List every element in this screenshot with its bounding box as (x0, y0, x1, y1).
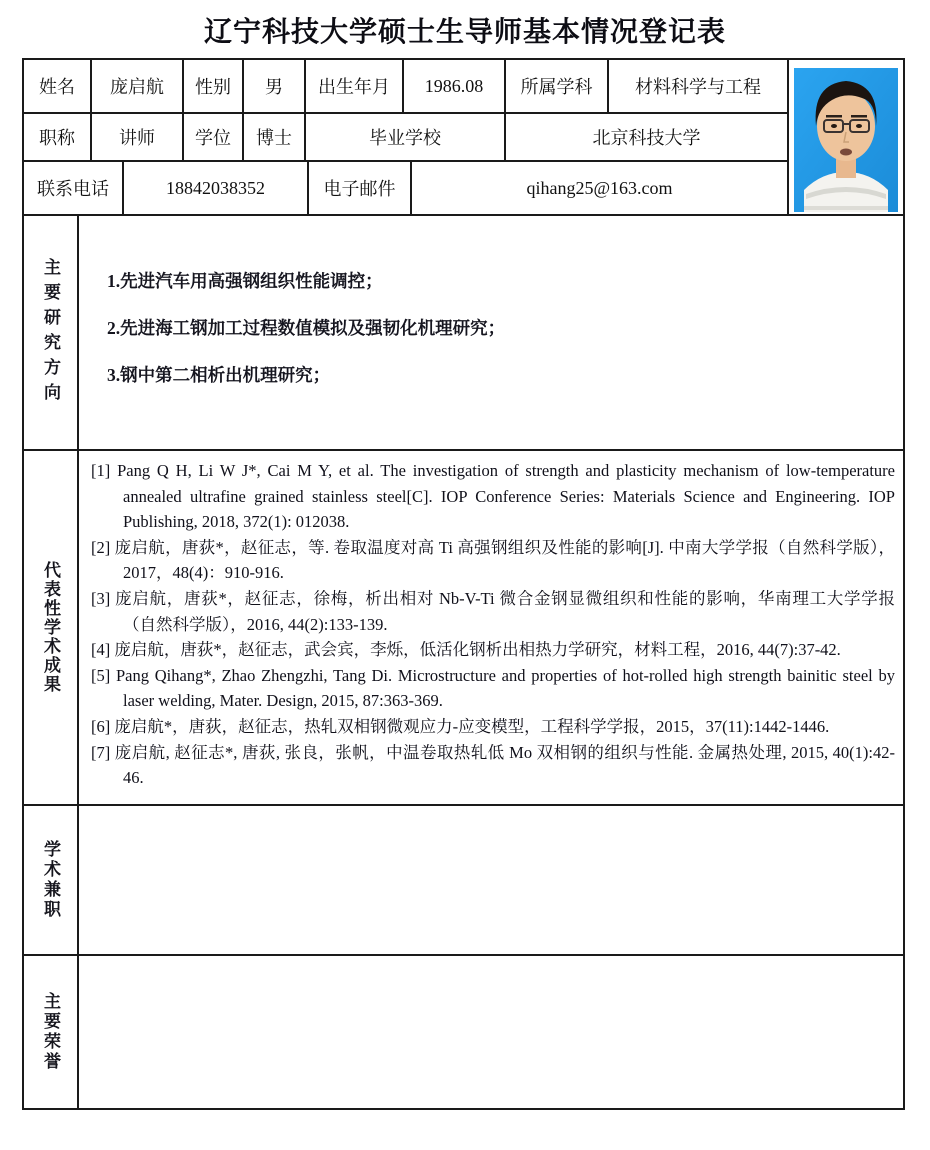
page-title: 辽宁科技大学硕士生导师基本情况登记表 (203, 16, 726, 47)
publication-item: [7] 庞启航, 赵征志*, 唐荻, 张良，张帆，中温卷取热轧低 Mo 双相钢的组织与性能. 金属热处理, 2015, 40(1):42-46. (91, 742, 895, 788)
name-value: 庞启航 (90, 60, 182, 112)
publication-item: [3] 庞启航，唐荻*，赵征志，徐梅，析出相对 Nb-V-Ti 微合金钢显微组织和性能的影响，华南理工大学学报（自然科学版），2016, 44(2):133-139. (91, 588, 895, 634)
research-directions-label-cell (24, 216, 79, 449)
research-item: 3.钢中第二相析出机理研究； (107, 365, 331, 385)
gender-value: 男 (242, 60, 304, 112)
academic-positions-label-cell (24, 806, 79, 954)
school-value: 北京科技大学 (504, 114, 787, 160)
research-item: 1.先进汽车用高强钢组织性能调控； (107, 271, 383, 291)
phone-value: 18842038352 (122, 162, 307, 214)
gender-label: 性别 (182, 60, 242, 112)
research-directions-section (24, 214, 903, 449)
photo-cell (787, 60, 903, 214)
research-directions-content (79, 216, 903, 449)
degree-value: 博士 (242, 114, 304, 160)
birth-value: 1986.08 (402, 60, 504, 112)
publications-content (79, 451, 903, 804)
phone-label: 联系电话 (37, 179, 109, 199)
birth-label: 出生年月 (304, 60, 402, 112)
honors-section (24, 954, 903, 1108)
id-photo (794, 68, 898, 212)
publication-item: [2] 庞启航，唐荻*，赵征志，等. 卷取温度对高 Ti 高强钢组织及性能的影响[J]. 中南大学学报（自然科学版），2017，48(4)：910-916. (91, 537, 895, 583)
degree-label: 学位 (182, 114, 242, 160)
publication-item: [5] Pang Qihang*, Zhao Zhengzhi, Tang Di. Microstructure and properties of hot-rolled high strength bainitic steel by laser welding, Mater. Design, 2015, 87:363-369. (91, 665, 895, 711)
email-value: qihang25@163.com (410, 162, 787, 214)
honors-content (79, 956, 903, 1108)
name-label: 姓名 (39, 77, 75, 97)
job-title-label: 职称 (39, 128, 75, 148)
discipline-value: 材料科学与工程 (607, 60, 787, 112)
job-title-value: 讲师 (90, 114, 182, 160)
email-label: 电子邮件 (307, 162, 410, 214)
academic-positions-section (24, 804, 903, 954)
identity-section (24, 60, 903, 214)
publications-label: 代表性学术成果 (41, 561, 60, 694)
research-item: 2.先进海工钢加工过程数值模拟及强韧化机理研究； (107, 318, 506, 338)
publication-item: [6] 庞启航*，唐荻，赵征志，热轧双相钢微观应力-应变模型，工程科学学报，2015，37(11):1442-1446. (91, 716, 830, 736)
academic-positions-label: 学术兼职 (41, 840, 60, 920)
honors-label-cell (24, 956, 79, 1108)
publications-section (24, 449, 903, 804)
academic-positions-content (79, 806, 903, 954)
publication-item: [4] 庞启航，唐荻*，赵征志，武会宾，李烁，低活化钢析出相热力学研究，材料工程，2016, 44(7):37-42. (91, 640, 841, 660)
registration-form-table (22, 58, 905, 1110)
honors-label: 主要荣誉 (41, 992, 60, 1072)
publications-label-cell (24, 451, 79, 804)
school-label: 毕业学校 (304, 114, 504, 160)
publication-item: [1] Pang Q H, Li W J*, Cai M Y, et al. The investigation of strength and plasticity mechanism of low-temperature annealed ultrafine grained stainless steel[C]. IOP Conference Series: Materials Science and Engineering. IOP Publishing, 2018, 372(1): 012038. (91, 461, 895, 532)
research-directions-label: 主要研究方向 (41, 257, 60, 408)
discipline-label: 所属学科 (504, 60, 607, 112)
